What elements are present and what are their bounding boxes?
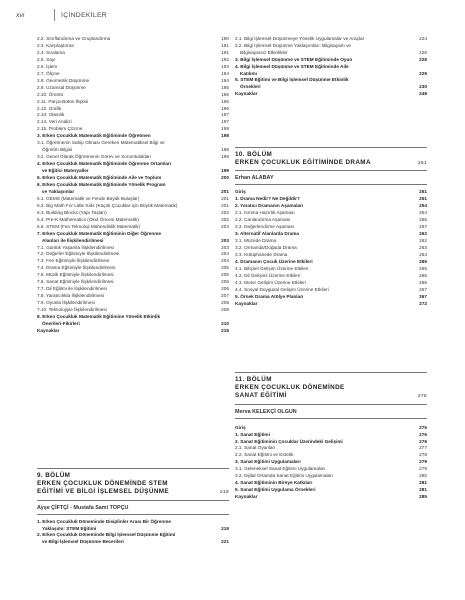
toc-entry: [37, 57, 229, 62]
toc-entry: [37, 272, 229, 277]
toc-entry-page: 266: [419, 279, 427, 285]
toc-entry-title: 2.2. Sınıflandırma ve Gruplandırma: [37, 36, 111, 41]
toc-entry: [235, 294, 427, 299]
toc-entry-title: Kaynaklar: [235, 494, 258, 500]
toc-entry-page: 194: [221, 77, 229, 83]
toc-entry-title: Bilgisayarsız Etkinlikler: [240, 49, 288, 55]
toc-entry: [235, 445, 427, 450]
toc-entry-title: 7.6. Sanat Eğitimiyle İlişkilendirilmesi: [37, 279, 114, 285]
chapter-heading: [235, 159, 427, 167]
toc-entry-page: 278: [419, 452, 427, 458]
toc-entry-title: 4.3. Motor Gelişim Üzerine Etkileri: [235, 279, 306, 285]
toc-entry-page: 198: [221, 147, 229, 153]
toc-entry-title: Katılımı: [240, 70, 257, 76]
chapter-heading-text: EĞİTİMİ VE BİLGİ İŞLEMSEL DÜŞÜNME: [37, 488, 170, 496]
toc-entry-title: 4.4. Sosyal Duygusal Gelişim Üzerine Etkileri: [235, 286, 329, 292]
toc-entry: [37, 293, 229, 298]
toc-entry: [37, 265, 229, 270]
toc-entry: [235, 196, 427, 201]
toc-entry-page: 208: [221, 307, 229, 313]
toc-entry: [37, 217, 229, 222]
toc-entry-page: 254: [419, 203, 427, 209]
toc-entry-title: 4. Bilgi İşlemsel Düşünme ve STEM Eğitiminde Aile: [235, 63, 349, 69]
toc-entry-page: 264: [419, 251, 427, 257]
toc-entry: [235, 487, 427, 492]
toc-entry-page: 204: [221, 251, 229, 257]
toc-entry-page: 226: [419, 49, 427, 55]
toc-entry-page: 191: [221, 42, 229, 48]
toc-entry: [235, 459, 427, 464]
toc-entry: [235, 432, 427, 437]
toc-entry-page: 281: [419, 480, 427, 486]
toc-entry-page: 196: [221, 98, 229, 104]
toc-entry-title: 3.2. Genel Olarak Öğretmenin Görev ve Sorumlulukları: [37, 154, 152, 160]
toc-entry: [37, 147, 229, 152]
toc-entry: [235, 217, 427, 222]
toc-entry: [235, 203, 427, 208]
toc-entry-title: 3. Erken Çocukluk Matematik Eğitiminde Öğretmen: [37, 133, 151, 139]
toc-entry: [37, 224, 229, 229]
toc-entry: [37, 238, 229, 243]
chapter-rule: [235, 170, 427, 171]
toc-entry-page: 255: [419, 217, 427, 223]
toc-entry: [235, 36, 427, 41]
chapter-heading: [235, 151, 427, 159]
toc-entry-title: 7.8. Yaratıcılıkla İlişkilendirilmesi: [37, 293, 105, 299]
toc-entry-title: 6.2. Big Math For Little Kids (Küçük Çocuklar için Büyük Matematik): [37, 202, 178, 208]
toc-entry-title: Kaynaklar: [235, 91, 258, 97]
toc-entry: [235, 91, 427, 96]
toc-entry-page: 194: [221, 70, 229, 76]
toc-entry-title: Kaynaklar: [37, 327, 60, 333]
toc-entry: [37, 245, 229, 250]
chapter-rule: [37, 514, 229, 515]
toc-entry-title: 2.2. Bilgi İşlemsel Düşünme Yaklaşımları: Bilgisayarlı ve: [235, 42, 352, 48]
toc-entry-title: 7.4. Drama Eğitimiyle İlişkilendirilmesi: [37, 265, 116, 271]
toc-entry-title: 2.9. Uzamsal Düşünme: [37, 84, 86, 90]
toc-entry: [235, 77, 427, 82]
toc-entry: [235, 252, 427, 257]
chapter-heading-text: SANAT EĞİTİMİ: [235, 392, 287, 400]
chapter-rule: [235, 418, 427, 419]
toc-entry: [37, 126, 229, 131]
toc-entry-title: 4.2. Dil Gelişimi Üzerine Etkileri: [235, 272, 301, 278]
toc-entry-title: 4. Erken Çocukluk Matematik Eğitiminde Öğrenme Ortamları: [37, 161, 172, 167]
page-header: [16, 9, 107, 21]
toc-entry-page: 257: [419, 224, 427, 230]
toc-entry-title: 6.4. Pre-K Mathematics (Okul Öncesi Matematik): [37, 216, 139, 222]
page-number: xvi: [16, 11, 25, 19]
toc-entry-page: 205: [221, 272, 229, 278]
toc-entry: [235, 273, 427, 278]
toc-entry-title: 1. Drama Nedir? Ne Değildir?: [235, 196, 300, 202]
toc-entry-title: 5. STEM Eğitimi ve Bilgi İşlemsel Düşünme Etkinlik: [235, 77, 349, 83]
toc-entry-page: 254: [419, 210, 427, 216]
toc-entry: [37, 140, 229, 145]
toc-entry: [37, 251, 229, 256]
chapter-rule: [37, 500, 229, 501]
toc-entry: [37, 286, 229, 291]
toc-entry: [37, 307, 229, 312]
toc-entry-title: 4. Sanat Eğitiminin Bireye Katkıları: [235, 480, 313, 486]
toc-entry-page: 266: [419, 272, 427, 278]
toc-entry-page: 280: [419, 473, 427, 479]
toc-entry: [235, 301, 427, 306]
toc-entry-page: 219: [221, 525, 229, 531]
toc-entry-title: 2. Yaratıcı Dramanın Aşamaları: [235, 203, 304, 209]
toc-entry-title: 7.5. Müzik Eğitimiyle İlişkilendirilmesi: [37, 272, 114, 278]
toc-entry: [235, 266, 427, 271]
toc-entry-page: 285: [419, 494, 427, 500]
toc-entry: [37, 189, 229, 194]
chapter-heading-text: 11. BÖLÜM: [235, 376, 272, 383]
toc-entry-page: 265: [419, 265, 427, 271]
toc-entry-title: 3.1. Geleneksel Sanat Eğitimi Uygulamaları: [235, 466, 326, 472]
chapter-heading-text: ERKEN ÇOCUKLUK DÖNEMİNDE STEM: [37, 480, 168, 488]
toc-entry-title: Giriş: [235, 189, 246, 195]
toc-entry-title: Yaklaşımı: STEM Eğitimi: [42, 525, 97, 531]
toc-entry-page: 230: [419, 84, 427, 90]
toc-entry-page: 216: [221, 327, 229, 333]
toc-entry: [235, 71, 427, 76]
toc-entry: [37, 99, 229, 104]
chapter-authors: Erhan ALABAY: [235, 175, 274, 182]
toc-entry: [235, 238, 427, 243]
toc-entry-title: 1. Sanat Eğitimi: [235, 431, 270, 437]
chapter-rule: [235, 372, 427, 373]
toc-entry-page: 196: [221, 91, 229, 97]
toc-entry-page: 204: [221, 258, 229, 264]
toc-entry: [37, 196, 229, 201]
toc-entry-page: 201: [221, 188, 229, 194]
toc-entry-title: 7.3. Fen Eğitimiyle İlişkilendirilmesi: [37, 258, 110, 264]
toc-entry-title: 7.2. Değerler Eğitimiyle İlişkilendirilmesi: [37, 251, 120, 257]
toc-entry-page: 195: [221, 84, 229, 90]
chapter-heading-text: ERKEN ÇOCUKLUK EĞİTİMİNDE DRAMA: [235, 159, 371, 167]
toc-entry-title: 2.10. Örüntü: [37, 91, 64, 97]
toc-entry-title: ve Bilgi İşlemsel Düşünme Becerileri: [42, 539, 124, 545]
chapter-page: 251: [417, 160, 427, 166]
toc-entry: [235, 84, 427, 89]
toc-entry: [235, 43, 427, 48]
toc-entry-page: 197: [221, 119, 229, 125]
toc-entry: [235, 466, 427, 471]
toc-entry-page: 201: [221, 195, 229, 201]
toc-entry-title: 2.6. İşlem: [37, 63, 58, 69]
chapter-heading: [235, 376, 427, 384]
toc-entry-page: 203: [221, 223, 229, 229]
toc-entry-title: 2.2. Sanat Eğitimi ve Estetik: [235, 452, 294, 458]
toc-entry-page: 206: [221, 279, 229, 285]
toc-entry-page: 262: [419, 238, 427, 244]
toc-entry-title: 5. Örnek Drama Atölye Planları: [235, 293, 304, 299]
toc-entry-page: 281: [419, 487, 427, 493]
toc-entry-page: 201: [221, 202, 229, 208]
chapter-heading: [37, 488, 229, 496]
toc-entry-title: 6.1. GEMS (Matematik ve Fende Büyük Buluşlar): [37, 195, 140, 201]
toc-entry-title: Öğretim Bilgisi: [42, 147, 73, 153]
toc-entry: [37, 279, 229, 284]
toc-entry-page: 251: [419, 189, 427, 195]
toc-entry-page: 200: [221, 175, 229, 180]
toc-entry: [37, 231, 229, 236]
chapter-authors: Merva KELEKÇİ OLGUN: [235, 408, 297, 415]
toc-entry: [37, 321, 229, 326]
toc-entry: [37, 85, 229, 90]
toc-entry-title: 2.15. Problem Çözme: [37, 126, 83, 132]
chapter-heading: [37, 472, 229, 480]
toc-entry: [235, 280, 427, 285]
toc-entry-title: 2.3. Değerlendirme Aşaması: [235, 224, 295, 230]
toc-entry-title: 5. Sanat Eğitimi Uygulama Örnekleri: [235, 487, 316, 493]
toc-entry: [37, 50, 229, 55]
toc-entry-title: Örnekleri: [240, 84, 261, 90]
toc-entry-page: 267: [419, 293, 427, 299]
toc-entry-page: 229: [419, 70, 427, 76]
toc-entry-page: 275: [419, 424, 427, 430]
toc-entry-title: Alanları ile İlişkilendirilmesi: [42, 237, 104, 243]
toc-entry: [37, 161, 229, 166]
toc-entry: [37, 106, 229, 111]
toc-entry-title: Giriş: [235, 424, 246, 430]
toc-entry-page: 228: [419, 56, 427, 62]
toc-entry-page: 196: [221, 105, 229, 111]
toc-entry-title: 2.1. Bilgi İşlemsel Düşünmeye Yönelik Uygulamalar ve Araçlar: [235, 36, 365, 41]
toc-entry-title: 3.2. Dijital Ortamda Sanat Eğitimi Uygulamaları: [235, 473, 333, 479]
toc-entry: [37, 36, 229, 41]
toc-entry-title: 7.7. Dil Eğitimi ile İlişkilendirilmesi: [37, 286, 107, 292]
toc-entry-page: 251: [419, 196, 427, 202]
toc-entry-title: 2. Sanat Eğitiminin Çocuklar Üzerindeki Gelişimi: [235, 438, 343, 444]
toc-entry: [37, 532, 229, 537]
toc-entry: [37, 112, 229, 117]
toc-entry-title: 7.10. Teknolojiyle İlişkilendirilmesi: [37, 307, 107, 313]
toc-entry-title: 2.1. Sanat Oyunları: [235, 445, 276, 451]
toc-entry-page: 198: [221, 133, 229, 139]
toc-entry-page: 197: [221, 112, 229, 118]
toc-entry-page: 276: [419, 431, 427, 437]
header-title: İÇİNDEKİLER: [61, 11, 107, 19]
toc-entry-page: 267: [419, 286, 427, 292]
toc-entry-title: ve Yaklaşımlar: [42, 188, 75, 194]
toc-entry: [235, 189, 427, 194]
toc-entry-title: 3.1. Öğretmenin Sahip Olması Gereken Matematiksel Bilgi ve: [37, 140, 165, 146]
toc-entry-title: 1. Erken Çocukluk Döneminde Disiplinler Arası Bir Öğrenme: [37, 518, 171, 524]
toc-entry-title: 2.3. Karşılaştırma: [37, 42, 74, 48]
toc-entry-page: 202: [221, 209, 229, 215]
chapter-rule: [37, 468, 229, 469]
toc-entry-page: 207: [221, 293, 229, 299]
toc-entry-title: 2.2. Canlandırma Aşaması: [235, 217, 291, 223]
toc-entry: [235, 439, 427, 444]
toc-entry-page: 202: [221, 216, 229, 222]
chapter-rule: [235, 404, 427, 405]
toc-entry: [235, 231, 427, 236]
toc-entry-page: 208: [221, 300, 229, 306]
toc-entry-page: 203: [221, 244, 229, 250]
toc-entry: [37, 258, 229, 263]
toc-entry-page: 263: [419, 245, 427, 250]
toc-entry-page: 276: [419, 438, 427, 444]
toc-entry: [37, 119, 229, 124]
toc-entry: [37, 182, 229, 187]
toc-entry: [235, 425, 427, 430]
toc-entry-title: 3. Sanat Eğitimi Uygulamaları: [235, 459, 301, 465]
toc-entry: [235, 210, 427, 215]
toc-entry-title: 4. Dramanın Çocuk Üzerine Etkileri: [235, 258, 313, 264]
toc-entry-page: 210: [221, 320, 229, 326]
toc-entry-page: 262: [419, 231, 427, 237]
toc-entry: [235, 64, 427, 69]
toc-entry-page: 192: [221, 56, 229, 62]
toc-entry-page: 205: [221, 265, 229, 271]
chapter-heading: [235, 392, 427, 400]
toc-entry: [235, 287, 427, 292]
toc-entry-title: 2. Erken Çocukluk Döneminde Bilgi İşlemsel Düşünme Eğitimi: [37, 532, 176, 538]
toc-entry-title: 6. Erken Çocukluk Matematik Eğitiminde Yönelik Program: [37, 181, 166, 187]
toc-entry: [37, 539, 229, 544]
toc-entry: [37, 519, 229, 524]
chapter-rule: [235, 147, 427, 148]
toc-entry-title: 2.4. Sıralama: [37, 49, 65, 55]
toc-entry: [37, 133, 229, 138]
toc-entry: [37, 300, 229, 305]
toc-entry-title: 2.8. Geometrik Düşünme: [37, 77, 90, 83]
toc-entry: [37, 78, 229, 83]
toc-entry-title: 2.7. Ölçme: [37, 70, 60, 76]
toc-entry: [37, 175, 229, 180]
toc-entry: [37, 92, 229, 97]
chapter-heading-text: 10. BÖLÜM: [235, 151, 273, 158]
toc-entry: [235, 259, 427, 264]
toc-entry-title: 5. Erken Çocukluk Matematik Eğitiminde Aile ve Toplum: [37, 175, 162, 180]
toc-entry: [37, 154, 229, 159]
toc-entry: [37, 314, 229, 319]
toc-entry-title: 3.3. Kütüphanede Drama: [235, 251, 288, 257]
chapter-heading-text: 9. BÖLÜM: [37, 472, 71, 479]
toc-entry-title: Önerileri-Fikirleri: [42, 320, 80, 326]
toc-entry-title: 6.5. STEM (Fen Teknoloji Mühendislik Matematik): [37, 223, 141, 229]
toc-entry: [37, 64, 229, 69]
toc-entry-title: 7.1. Günlük Yaşamla İlişkilendirilmesi: [37, 244, 114, 250]
toc-entry-title: 2.12. Grafik: [37, 105, 62, 111]
toc-entry-title: 7. Erken Çocukluk Matematik Eğitiminin Diğer Öğrenme: [37, 230, 161, 236]
toc-entry-title: 3. Bilgi İşlemsel Düşünme ve STEM Eğitiminde Oyun: [235, 56, 353, 62]
toc-entry-page: 198: [221, 126, 229, 132]
toc-entry-page: 248: [419, 91, 427, 97]
toc-entry-page: 272: [419, 300, 427, 306]
toc-entry: [37, 328, 229, 333]
toc-entry: [37, 168, 229, 173]
toc-entry-title: 6.3. Building Blocks (Yapı Taşları): [37, 209, 107, 215]
toc-entry: [37, 43, 229, 48]
toc-entry-title: 3. Alternatif Alanlarda Drama: [235, 231, 299, 237]
toc-entry-page: 279: [419, 459, 427, 465]
toc-entry-title: 2.14. Veri Analizi: [37, 119, 72, 125]
toc-entry-page: 191: [221, 49, 229, 55]
header-divider: [54, 9, 55, 21]
toc-entry: [235, 57, 427, 62]
toc-entry-page: 221: [221, 539, 229, 545]
toc-entry-page: 190: [221, 36, 229, 41]
toc-entry-title: 2.11. Parça-Bütün İlişkisi: [37, 98, 89, 104]
toc-entry: [235, 473, 427, 478]
toc-entry-page: 265: [419, 258, 427, 264]
toc-entry-title: 7.9. Oyunla İlişkilendirilmesi: [37, 300, 95, 306]
toc-entry: [37, 71, 229, 76]
toc-entry-title: 4.1. Bilişsel Gelişim Üzerine Etkileri: [235, 265, 309, 271]
toc-entry: [37, 203, 229, 208]
toc-entry-page: 277: [419, 445, 427, 451]
chapter-page: 219: [219, 489, 229, 495]
toc-entry: [37, 526, 229, 531]
toc-entry-title: 8. Erken Çocukluk Matematik Eğitimine Yönelik Etkinlik: [37, 314, 161, 319]
toc-entry-page: 193: [221, 63, 229, 69]
chapter-page: 275: [417, 393, 427, 399]
chapter-authors: Ayşe ÇİFTÇİ - Mustafa Sami TOPÇU: [37, 504, 129, 511]
toc-entry-title: 2.13. Olasılık: [37, 112, 65, 118]
toc-entry: [235, 245, 427, 250]
toc-entry-title: 2.5. Sayı: [37, 56, 56, 62]
chapter-rule: [235, 184, 427, 185]
toc-entry: [235, 50, 427, 55]
toc-entry-page: 199: [221, 154, 229, 160]
toc-entry-page: 203: [221, 237, 229, 243]
toc-entry: [235, 224, 427, 229]
toc-entry-page: 224: [419, 36, 427, 41]
toc-entry-page: 206: [221, 286, 229, 292]
chapter-heading-text: ERKEN ÇOCUKLUK DÖNEMİNDE: [235, 384, 345, 392]
toc-entry-page: 279: [419, 466, 427, 472]
toc-entry-title: 2.1. Isınma Hazırlık Aşaması: [235, 210, 295, 216]
toc-entry: [37, 210, 229, 215]
toc-entry-title: ve Eğitici Materyaller: [42, 168, 89, 174]
toc-entry-title: 3.1. Müzede Drama: [235, 238, 277, 244]
toc-entry: [235, 494, 427, 499]
toc-entry-title: 3.2. Ormanda/Doğada Drama: [235, 245, 297, 250]
toc-entry-title: Kaynaklar: [235, 300, 258, 306]
toc-entry: [235, 480, 427, 485]
toc-entry: [235, 452, 427, 457]
toc-entry-page: 199: [221, 168, 229, 174]
